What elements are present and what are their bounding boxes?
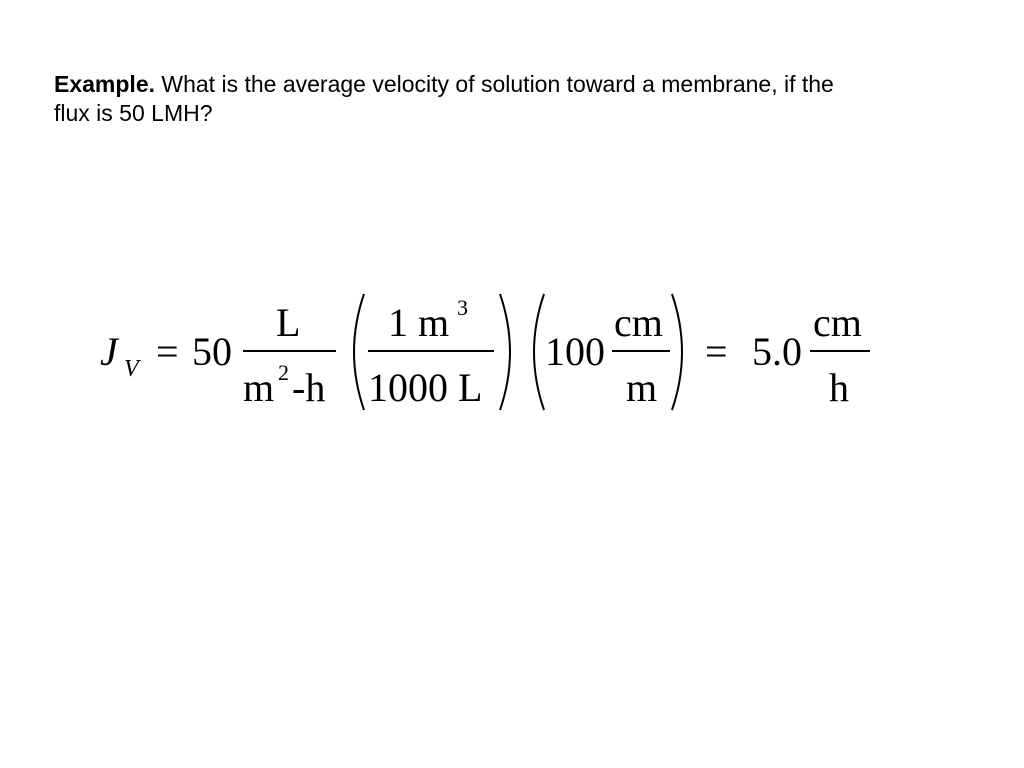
result-denominator: h	[829, 365, 849, 410]
fraction2-bar	[368, 350, 494, 352]
right-paren-3	[668, 292, 696, 412]
problem-text: What is the average velocity of solution toward a membrane, if the flux is 50 LMH?	[54, 71, 834, 126]
fraction2-numerator-base: 1 m	[388, 300, 450, 345]
fraction3-bar	[612, 350, 670, 352]
left-paren-2	[340, 292, 368, 412]
flux-value: 50	[192, 329, 232, 374]
equals-sign: =	[156, 329, 179, 374]
left-paren-3	[520, 292, 548, 412]
flux-subscript: V	[124, 356, 139, 382]
fraction2-numerator-exponent: 3	[457, 295, 468, 320]
flux-symbol: J	[100, 329, 118, 374]
example-label: Example.	[54, 71, 155, 97]
fraction3-denominator: m	[626, 365, 658, 410]
equals-sign-2: =	[705, 329, 728, 374]
fraction1-denominator-base: m	[243, 365, 275, 410]
fraction1-denominator-exponent: 2	[278, 360, 289, 385]
fraction1-numerator: L	[276, 300, 301, 345]
result-value: 5.0	[752, 329, 802, 374]
result-numerator: cm	[813, 300, 862, 345]
result-bar	[810, 350, 870, 352]
fraction1-denominator-rest: -h	[292, 365, 326, 410]
fraction1-bar	[243, 350, 336, 352]
conversion-coefficient: 100	[545, 329, 605, 374]
fraction2-denominator: 1000 L	[368, 365, 483, 410]
fraction3-numerator: cm	[614, 300, 663, 345]
